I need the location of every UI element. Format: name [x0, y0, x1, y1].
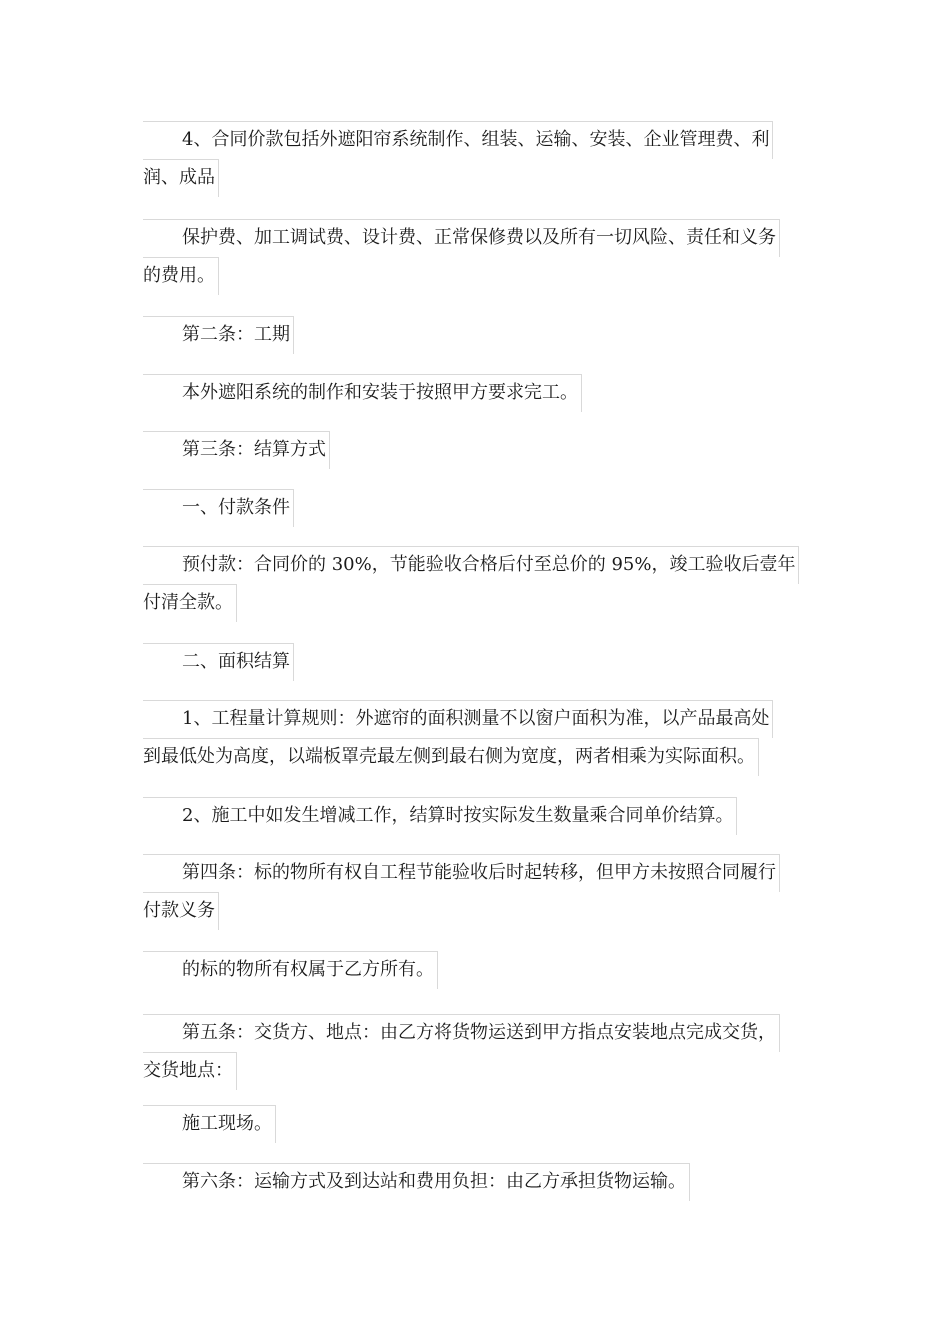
- text-line: 第二条：工期: [143, 316, 294, 354]
- text-line: 交货地点：: [143, 1052, 237, 1090]
- text-line: 施工现场。: [143, 1105, 276, 1143]
- text-line: 4、合同价款包括外遮阳帘系统制作、组装、运输、安装、企业管理费、利: [143, 121, 773, 159]
- article-5-delivery: [143, 1014, 780, 1090]
- paragraph-fees: [143, 219, 780, 295]
- text-line: 2、施工中如发生增减工作，结算时按实际发生数量乘合同单价结算。: [143, 797, 737, 835]
- section-area-settlement: [143, 643, 294, 681]
- article-3-heading: [143, 431, 330, 469]
- article-2-heading: [143, 316, 294, 354]
- text-line: 本外遮阳系统的制作和安装于按照甲方要求完工。: [143, 374, 582, 412]
- paragraph-measurement-rule: [143, 700, 773, 776]
- text-line: 1、工程量计算规则：外遮帘的面积测量不以窗户面积为准，以产品最高处: [143, 700, 773, 738]
- text-line: 付款义务: [143, 892, 219, 930]
- text-line: 预付款：合同价的 30%，节能验收合格后付至总价的 95%，竣工验收后壹年: [143, 546, 799, 584]
- text-line: 付清全款。: [143, 584, 237, 622]
- section-payment-terms: [143, 489, 294, 527]
- article-6-transport: [143, 1163, 690, 1201]
- paragraph-schedule: [143, 374, 582, 412]
- text-line: 第三条：结算方式: [143, 431, 330, 469]
- article-4-ownership: [143, 854, 780, 930]
- paragraph-changes: [143, 797, 737, 835]
- paragraph-ownership-cont: [143, 951, 438, 989]
- paragraph-prepayment: [143, 546, 799, 622]
- text-line: 到最低处为高度，以端板罩壳最左侧到最右侧为宽度，两者相乘为实际面积。: [143, 738, 759, 776]
- text-line: 保护费、加工调试费、设计费、正常保修费以及所有一切风险、责任和义务: [143, 219, 780, 257]
- text-line: 的标的物所有权属于乙方所有。: [143, 951, 438, 989]
- text-line: 第六条：运输方式及到达站和费用负担：由乙方承担货物运输。: [143, 1163, 690, 1201]
- text-line: 的费用。: [143, 257, 219, 295]
- text-line: 第五条：交货方、地点：由乙方将货物运送到甲方指点安装地点完成交货，: [143, 1014, 780, 1052]
- paragraph-contract-price: [143, 121, 773, 197]
- text-line: 一、付款条件: [143, 489, 294, 527]
- text-line: 润、成品: [143, 159, 219, 197]
- text-line: 第四条：标的物所有权自工程节能验收后时起转移，但甲方未按照合同履行: [143, 854, 780, 892]
- paragraph-site: [143, 1105, 276, 1143]
- text-line: 二、面积结算: [143, 643, 294, 681]
